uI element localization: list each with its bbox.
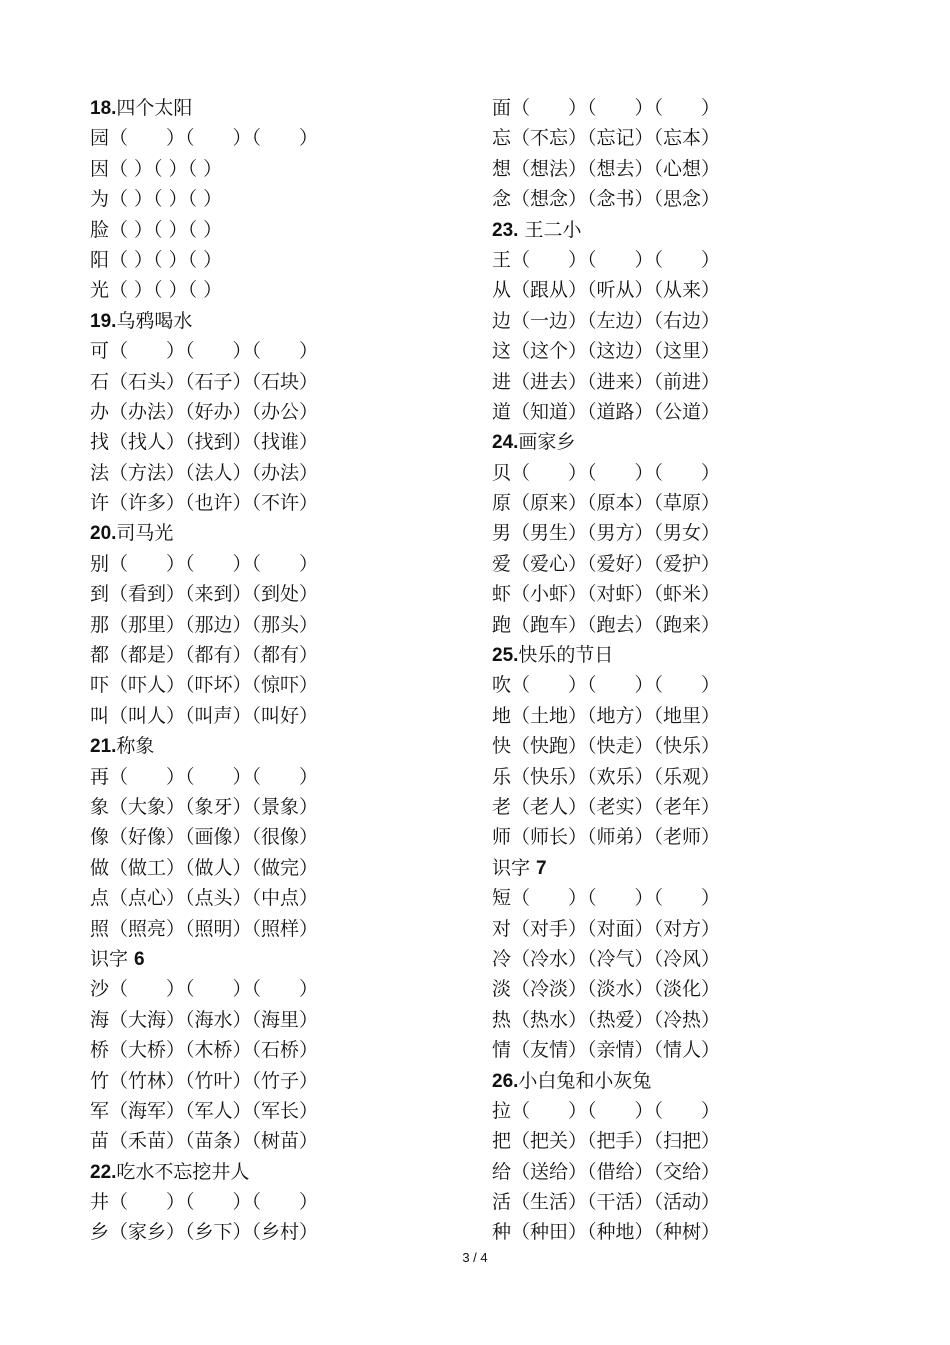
word-row: 吓（吓人）（吓坏）（惊吓） <box>90 674 319 697</box>
word-row: 海（大海）（海水）（海里） <box>90 1008 319 1031</box>
lesson-heading <box>492 215 852 245</box>
word-row: 苗（禾苗）（苗条）（树苗） <box>90 1130 319 1153</box>
lesson-title: 画家乡 <box>518 431 576 454</box>
lesson-heading <box>90 731 450 761</box>
word-row: 冷（冷水）（冷气）（冷风） <box>492 947 721 970</box>
lesson-number: 24. <box>492 432 519 454</box>
word-row: 忘（不忘）（忘记）（忘本） <box>492 127 721 150</box>
lesson-heading <box>90 518 450 548</box>
word-row: 叫（叫人）（叫声）（叫好） <box>90 704 319 727</box>
word-row: 想（想法）（想去）（心想） <box>492 157 721 180</box>
word-row: 乐（快乐）（欢乐）（乐观） <box>492 765 721 788</box>
lesson-number: 7 <box>536 857 547 879</box>
word-row: 吹（ ）（ ）（ ） <box>492 674 721 697</box>
word-row: 都（都是）（都有）（都有） <box>90 644 319 667</box>
word-row: 短（ ）（ ）（ ） <box>492 887 721 910</box>
word-row: 进（进去）（进来）（前进） <box>492 370 721 393</box>
word-row: 边（一边）（左边）（右边） <box>492 309 721 332</box>
word-row: 再（ ）（ ）（ ） <box>90 765 319 788</box>
word-row: 脸（ ）（ ）（ ） <box>90 218 223 241</box>
lesson-heading <box>90 93 450 123</box>
word-row: 老（老人）（老实）（老年） <box>492 795 721 818</box>
word-row: 热（热水）（热爱）（冷热） <box>492 1008 721 1031</box>
left-column <box>90 93 450 1248</box>
page-number: 3 / 4 <box>462 1250 488 1265</box>
word-row: 道（知道）（道路）（公道） <box>492 400 721 423</box>
word-row: 象（大象）（象牙）（景象） <box>90 795 319 818</box>
word-row: 许（许多）（也许）（不许） <box>90 492 319 515</box>
word-row: 园（ ）（ ）（ ） <box>90 127 319 150</box>
lesson-title: 吃水不忘挖井人 <box>116 1160 250 1183</box>
lesson-title: 小白兔和小灰兔 <box>518 1069 652 1092</box>
word-row: 念（想念）（念书）（思念） <box>492 188 721 211</box>
lesson-title: 司马光 <box>116 522 174 545</box>
word-row: 可（ ）（ ）（ ） <box>90 340 319 363</box>
word-row: 快（快跑）（快走）（快乐） <box>492 735 721 758</box>
word-row: 为（ ）（ ）（ ） <box>90 188 223 211</box>
word-row: 爱（爱心）（爱好）（爱护） <box>492 552 721 575</box>
word-row: 种（种田）（种地）（种树） <box>492 1221 721 1244</box>
word-row: 石（石头）（石子）（石块） <box>90 370 319 393</box>
lesson-number: 21. <box>90 736 117 758</box>
word-row: 那（那里）（那边）（那头） <box>90 613 319 636</box>
lesson-title: 四个太阳 <box>116 97 193 119</box>
word-row: 拉（ ）（ ）（ ） <box>492 1099 721 1122</box>
lesson-heading <box>90 1157 450 1187</box>
lesson-number: 19. <box>90 310 117 332</box>
word-row: 竹（竹林）（竹叶）（竹子） <box>90 1069 319 1092</box>
word-row: 贝（ ）（ ）（ ） <box>492 461 721 484</box>
word-row: 从（跟从）（听从）（从来） <box>492 279 721 302</box>
word-row: 跑（跑车）（跑去）（跑来） <box>492 613 721 636</box>
word-row: 办（办法）（好办）（办公） <box>90 400 319 423</box>
word-row: 男（男生）（男方）（男女） <box>492 522 721 545</box>
lesson-heading <box>90 944 450 974</box>
word-row: 活（生活）（干活）（活动） <box>492 1191 721 1214</box>
lesson-heading <box>492 1066 852 1096</box>
word-row: 因（ ）（ ）（ ） <box>90 157 223 180</box>
lesson-title: 快乐的节日 <box>518 644 614 667</box>
word-row: 虾（小虾）（对虾）（虾米） <box>492 583 721 606</box>
lesson-title: 识字 <box>492 856 537 879</box>
word-row: 淡（冷淡）（淡水）（淡化） <box>492 978 721 1001</box>
word-row: 别（ ）（ ）（ ） <box>90 552 319 575</box>
word-row: 给（送给）（借给）（交给） <box>492 1160 721 1183</box>
word-row: 光（ ）（ ）（ ） <box>90 279 223 302</box>
word-row: 乡（家乡）（乡下）（乡村） <box>90 1221 319 1244</box>
lesson-number: 18. <box>90 98 117 119</box>
right-column <box>492 93 852 1248</box>
word-row: 师（师长）（师弟）（老师） <box>492 826 721 849</box>
lesson-number: 25. <box>492 645 519 667</box>
word-row: 照（照亮）（照明）（照样） <box>90 917 319 940</box>
lesson-number: 20. <box>90 523 117 545</box>
word-row: 面（ ）（ ）（ ） <box>492 97 721 119</box>
word-row: 把（把关）（把手）（扫把） <box>492 1130 721 1153</box>
lesson-title: 乌鸦喝水 <box>116 309 193 332</box>
lesson-title: 王二小 <box>518 218 582 241</box>
lesson-number: 22. <box>90 1161 117 1183</box>
word-row: 像（好像）（画像）（很像） <box>90 826 319 849</box>
word-row: 法（方法）（法人）（办法） <box>90 461 319 484</box>
word-row: 做（做工）（做人）（做完） <box>90 856 319 879</box>
lesson-number: 26. <box>492 1070 519 1092</box>
word-row: 找（找人）（找到）（找谁） <box>90 431 319 454</box>
word-row: 情（友情）（亲情）（情人） <box>492 1039 721 1062</box>
lesson-heading <box>492 427 852 457</box>
word-row: 桥（大桥）（木桥）（石桥） <box>90 1039 319 1062</box>
word-row: 沙（ ）（ ）（ ） <box>90 978 319 1001</box>
lesson-heading <box>492 640 852 670</box>
word-row: 井（ ）（ ）（ ） <box>90 1191 319 1214</box>
lesson-number: 23. <box>492 219 519 241</box>
word-row: 地（土地）（地方）（地里） <box>492 704 721 727</box>
lesson-title: 识字 <box>90 947 135 970</box>
lesson-number: 6 <box>134 948 145 970</box>
word-row: 阳（ ）（ ）（ ） <box>90 248 223 271</box>
word-row: 对（对手）（对面）（对方） <box>492 917 721 940</box>
lesson-title: 称象 <box>116 735 155 758</box>
word-row: 原（原来）（原本）（草原） <box>492 492 721 515</box>
word-row: 军（海军）（军人）（军长） <box>90 1099 319 1122</box>
word-row: 这（这个）（这边）（这里） <box>492 340 721 363</box>
word-row: 到（看到）（来到）（到处） <box>90 583 319 606</box>
lesson-heading <box>492 853 852 883</box>
word-row: 点（点心）（点头）（中点） <box>90 887 319 910</box>
lesson-heading <box>90 306 450 336</box>
word-row: 王（ ）（ ）（ ） <box>492 248 721 271</box>
